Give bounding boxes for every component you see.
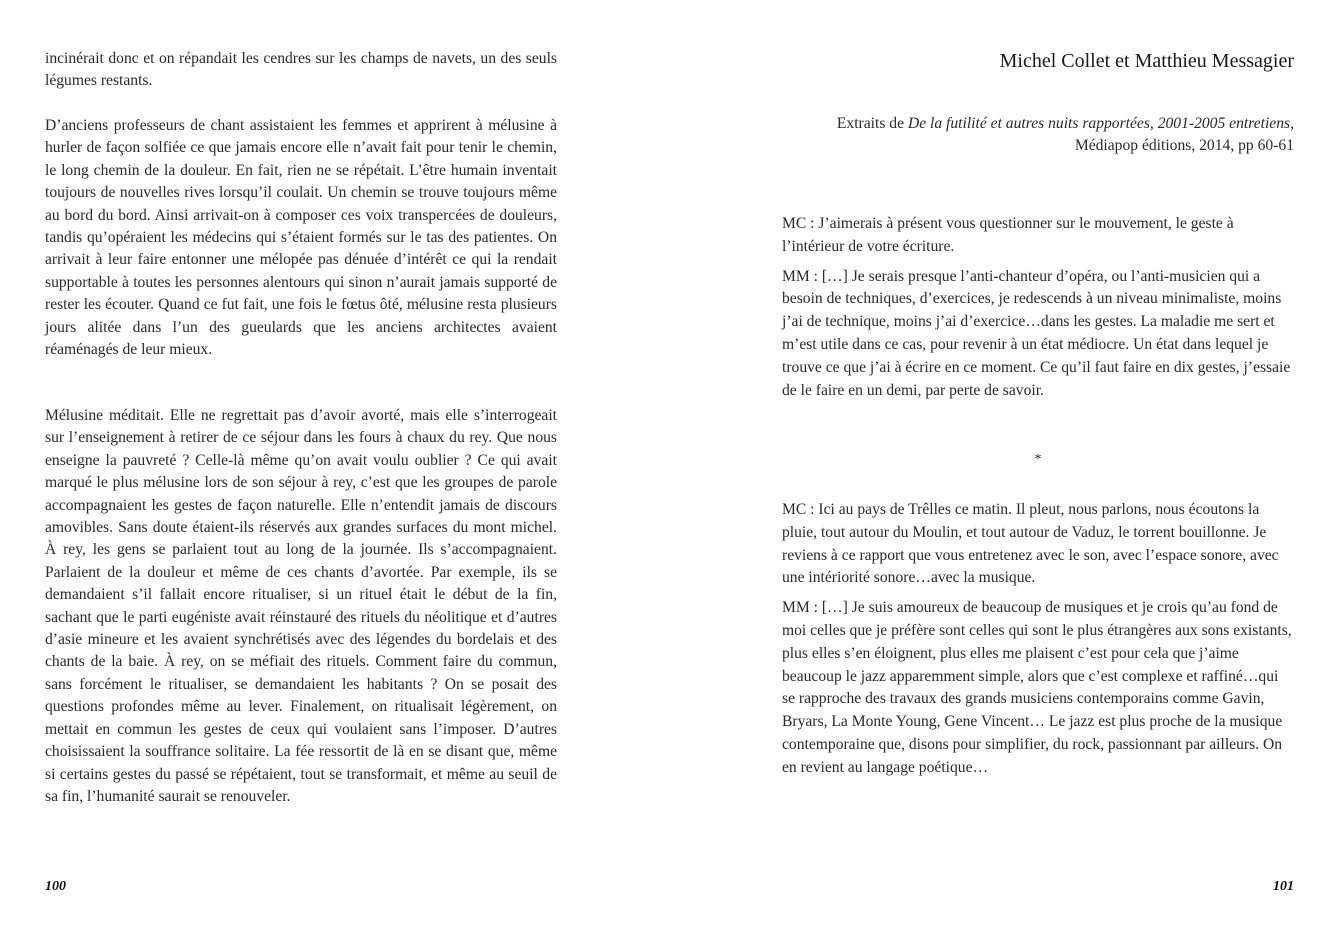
paragraph: Mélusine méditait. Elle ne regrettait pas d’avoir avorté, mais elle s’interrogeait sur l’enseignement à retirer de ce séjour dans les fours à chaux du rey. Que nous enseigne la pauvreté ? Celle-là même qu’on avait voulu oublier ? Ce qui avait marqué le plus mélusine lors de son séjour à rey, c’est que les groupes de parole accompagnaient les gestes de façon naturelle. Elle n’entendit jamais de discours amovibles. Sans doute étaient-ils réservés aux grandes surfaces du mont michel. À rey, les gens se parlaient tout au long de la journée. Ils s’accompagnaient. Parlaient de la douleur et même de ces chants d’avortée. Par exemple, ils se demandaient s’il fallait encore ritualiser, si un rituel était le début de la fin, sachant que le parti eugéniste avait réinstauré des rituels du néolitique et d’autres d’asie mineure et les avaient synchrétisés avec des légendes du bordelais et des chants de la baie. À rey, on se méfiait des rituels. Comment faire du commun, sans forcément le ritualiser, se demandaient les habitants ? On se posait des questions profondes même au lever. Finalement, on ritualisait légèrement, on mettait en commun les gestes de ceux qui voulaient sans l’imposer. D’autres choisissaient la souffrance solitaire. La fée ressortit de là en se disant que, même si certains gestes du passé se répétaient, tout se transformait, et même au seuil de sa fin, l’humanité saurait se renouveler.	[45, 407, 557, 805]
source-prefix: Extraits de	[836, 115, 908, 132]
right-page	[782, 0, 1294, 949]
paragraph: D’anciens professeurs de chant assistaient les femmes et apprirent à mélusine à hurler de façon solfiée ce que jamais encore elle n’avait fait pour tenir le chemin, le long chemin de la douleur. En fait, rien ne se répétait. L’être humain inventait toujours de nouvelles rives lorsqu’il coulait. Un chemin se trouve toujours même au bord du bord. Ainsi arrivait-on à composer ces voix transpercées de douleurs, tandis qu’opéraient les médecins qui s’étaient formés sur le tas des patientes. On arrivait à leur faire entonner une mélopée pas dénuée d’intérêt ce qui la rendait supportable à toutes les personnes alentours qui sinon n’aurait jamais supporté de rester les écouter. Quand ce fut fait, une fois le fœtus ôté, mélusine resta plusieurs jours alitée dans l’un des gueulards que les anciens architectes avaient réaménagés de leur mieux.	[45, 117, 557, 359]
page-number-left: 100	[45, 879, 66, 894]
interview-answer: MM : […] Je suis amoureux de beaucoup de musiques et je crois qu’au fond de moi celles que je préfère sont celles qui sont le plus étrangères aux sons existants, plus elles s’en éloignent, plus elles me plaisent c’est pour cela que j’aime beaucoup le jazz apparemment simple, alors que c’est complexe et raffiné…qui se rapproche des travaux des grands musiciens contemporains comme Gavin, Bryars, La Monte Young, Gene Vincent… Le jazz est plus proche de la musique contemporaine que, disons pour simplifier, du rock, passionnant par ailleurs. On en revient au langage poétique…	[782, 599, 1292, 776]
interview-question: MC : Ici au pays de Trêlles ce matin. Il pleut, nous parlons, nous écoutons la pluie, tout autour du Moulin, et tout autour de Vaduz, le torrent bouillonne. Je reviens à ce rapport que vous entretenez avec le son, avec l’espace sonore, avec une intériorité sonore…avec la musique.	[782, 501, 1279, 587]
author-heading: Michel Collet et Matthieu Messagier	[999, 50, 1294, 72]
left-page	[45, 0, 557, 949]
source-suffix: ,	[1290, 115, 1294, 132]
page-number-right: 101	[1273, 879, 1294, 894]
source-title: De la futilité et autres nuits rapportées, 2001-2005 entretiens	[907, 115, 1291, 132]
interview-block-1	[782, 213, 1294, 409]
section-separator: *	[1034, 452, 1042, 467]
interview-block-2	[782, 499, 1294, 787]
interview-question: MC : J’aimerais à présent vous questionner sur le mouvement, le geste à l’intérieur de votre écriture.	[782, 215, 1234, 255]
interview-answer: MM : […] Je serais presque l’anti-chanteur d’opéra, ou l’anti-musicien qui a besoin de techniques, d’exercices, je redescends à un niveau minimaliste, moins j’ai de technique, moins j’ai d’exercice…dans les gestes. La maladie me sert et m’est utile dans ce cas, pour revenir à un état médiocre. Un état dans lequel je trouve ce que j’ai à écrire en ce moment. Ce qu’il faut faire en dix gestes, j’essaie de le faire en un demi, par perte de savoir.	[782, 267, 1291, 399]
source-citation	[734, 113, 1294, 158]
paragraph: incinérait donc et on répandait les cendres sur les champs de navets, un des seuls légumes restants.	[45, 50, 557, 90]
source-publisher: Médiapop éditions, 2014, pp 60-61	[1074, 137, 1294, 155]
